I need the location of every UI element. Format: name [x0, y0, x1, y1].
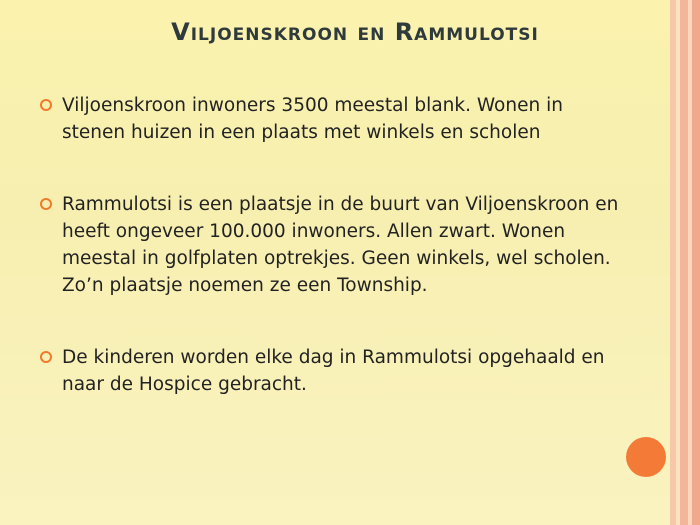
bullet-item [40, 92, 620, 146]
bullet-circle-icon [40, 99, 52, 111]
decorative-circle [626, 437, 666, 477]
stripe [680, 0, 688, 525]
slide-title: Viljoenskroon en Rammulotsi [171, 18, 539, 46]
bullet-item [40, 191, 620, 299]
bullet-list [40, 92, 620, 398]
stripe [692, 0, 700, 525]
bullet-text: De kinderen worden elke dag in Rammulotsi opgehaald en naar de Hospice gebracht. [62, 347, 605, 395]
bullet-item [40, 344, 620, 398]
bullet-text: Rammulotsi is een plaatsje in de buurt van Viljoenskroon en heeft ongeveer 100.000 inwoners. Allen zwart. Wonen meestal in golfplaten optrekjes. Geen winkels, wel scholen. Zo’n plaatsje noemen ze een Township. [62, 194, 619, 296]
decorative-stripes [670, 0, 700, 525]
bullet-circle-icon [40, 198, 52, 210]
bullet-circle-icon [40, 351, 52, 363]
bullet-text: Viljoenskroon inwoners 3500 meestal blank. Wonen in stenen huizen in een plaats met winkels en scholen [62, 95, 563, 143]
